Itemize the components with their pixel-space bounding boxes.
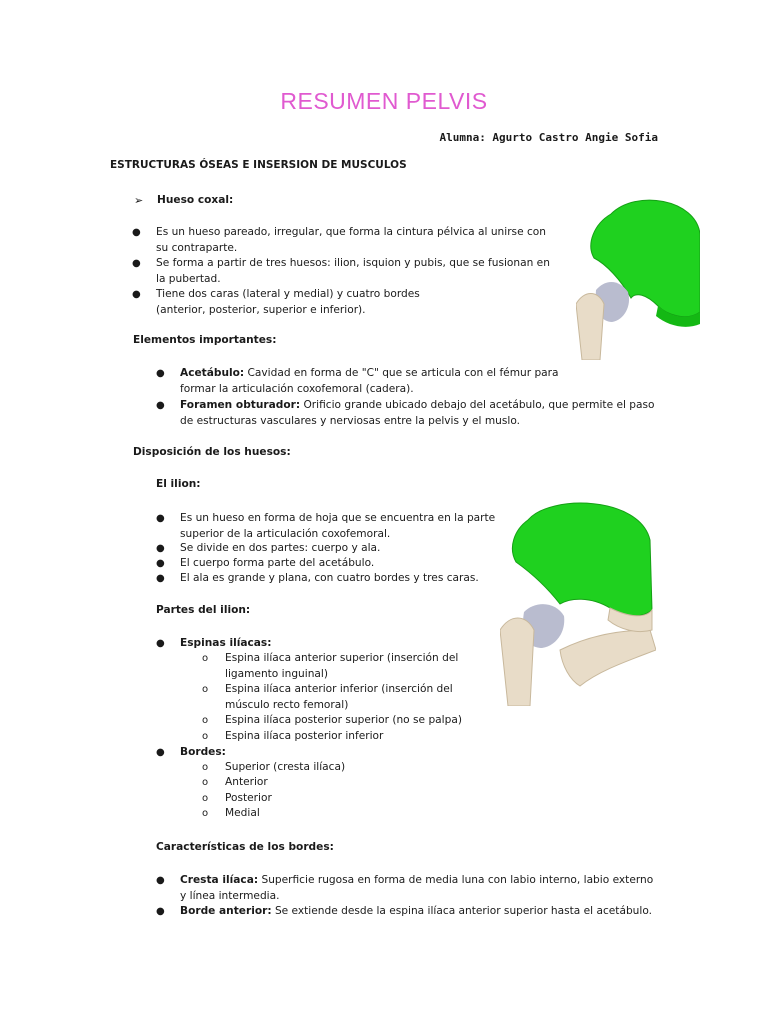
bullet-icon: ●: [156, 747, 165, 758]
bullet-icon: ●: [156, 543, 165, 554]
list-item: Foramen obturador: Orificio grande ubicado debajo del acetábulo, que permite el paso de estructuras vasculares y nerviosas entre la pelvis y el muslo.: [180, 399, 655, 427]
list-item: Es un hueso en forma de hoja que se encuentra en la parte superior de la articulación coxofemoral.: [180, 512, 496, 540]
sub-bullet-icon: o: [202, 715, 209, 726]
list-item: Posterior: [225, 792, 272, 804]
bullet-icon: ●: [156, 875, 165, 886]
sub-bullet-icon: o: [202, 653, 209, 664]
sub-bullet-icon: o: [202, 684, 209, 695]
hip-bone-illustration: [576, 194, 700, 360]
caracteristicas-label: Características de los bordes:: [156, 841, 334, 853]
sub-bullet-icon: o: [202, 808, 209, 819]
bullet-icon: ●: [156, 573, 165, 584]
list-item: Es un hueso pareado, irregular, que forma la cintura pélvica al unirse con su contraparte.: [156, 226, 546, 254]
sub-bullet-icon: o: [202, 731, 209, 742]
list-item: Espina ilíaca anterior inferior (inserción del músculo recto femoral): [225, 683, 453, 711]
bordes-label: Bordes:: [180, 746, 226, 758]
bullet-icon: ●: [156, 368, 165, 379]
partes-label: Partes del ilion:: [156, 604, 251, 616]
bullet-icon: ●: [156, 906, 165, 917]
bullet-icon: ●: [132, 258, 141, 269]
list-item: Superior (cresta ilíaca): [225, 761, 346, 773]
list-item: Se divide en dos partes: cuerpo y ala.: [180, 542, 381, 554]
list-item: Borde anterior: Se extiende desde la espina ilíaca anterior superior hasta el acetábulo.: [180, 905, 653, 917]
bullet-icon: ●: [156, 638, 165, 649]
list-item: Medial: [225, 807, 260, 819]
arrow-bullet-icon: ➢: [134, 194, 144, 207]
list-item: Espina ilíaca posterior inferior: [225, 730, 384, 742]
list-item: Tiene dos caras (lateral y medial) y cuatro bordes (anterior, posterior, superior e inferior).: [156, 288, 420, 316]
sub-bullet-icon: o: [202, 777, 209, 788]
bullet-icon: ●: [156, 513, 165, 524]
list-item: Se forma a partir de tres huesos: ilion, isquion y pubis, que se fusionan en la pubertad.: [156, 257, 550, 285]
list-item: Acetábulo: Cavidad en forma de "C" que se articula con el fémur para formar la articulación coxofemoral (cadera).: [180, 367, 559, 395]
list-item: Cresta ilíaca: Superficie rugosa en forma de media luna con labio interno, labio externo y línea intermedia.: [180, 874, 654, 902]
student-name: Alumna: Agurto Castro Angie Sofia: [439, 131, 658, 144]
disposicion-label: Disposición de los huesos:: [133, 446, 291, 458]
hueso-coxal-label: Hueso coxal:: [157, 194, 234, 206]
ilium-illustration: [500, 500, 656, 706]
bullet-icon: ●: [132, 227, 141, 238]
list-item: El cuerpo forma parte del acetábulo.: [180, 557, 375, 569]
section-heading: ESTRUCTURAS ÓSEAS E INSERSION DE MUSCULOS: [110, 159, 407, 171]
bullet-icon: ●: [156, 558, 165, 569]
sub-bullet-icon: o: [202, 793, 209, 804]
list-item: Espina ilíaca posterior superior (no se palpa): [225, 714, 462, 726]
page-title: RESUMEN PELVIS: [280, 88, 488, 114]
list-item: Espina ilíaca anterior superior (inserción del ligamento inguinal): [225, 652, 459, 680]
bullet-icon: ●: [132, 289, 141, 300]
ilion-label: El ilion:: [156, 478, 201, 490]
list-item: Anterior: [225, 776, 268, 788]
list-item: El ala es grande y plana, con cuatro bordes y tres caras.: [180, 572, 479, 584]
sub-bullet-icon: o: [202, 762, 209, 773]
elementos-label: Elementos importantes:: [133, 334, 277, 346]
espinas-label: Espinas ilíacas:: [180, 637, 272, 649]
bullet-icon: ●: [156, 400, 165, 411]
